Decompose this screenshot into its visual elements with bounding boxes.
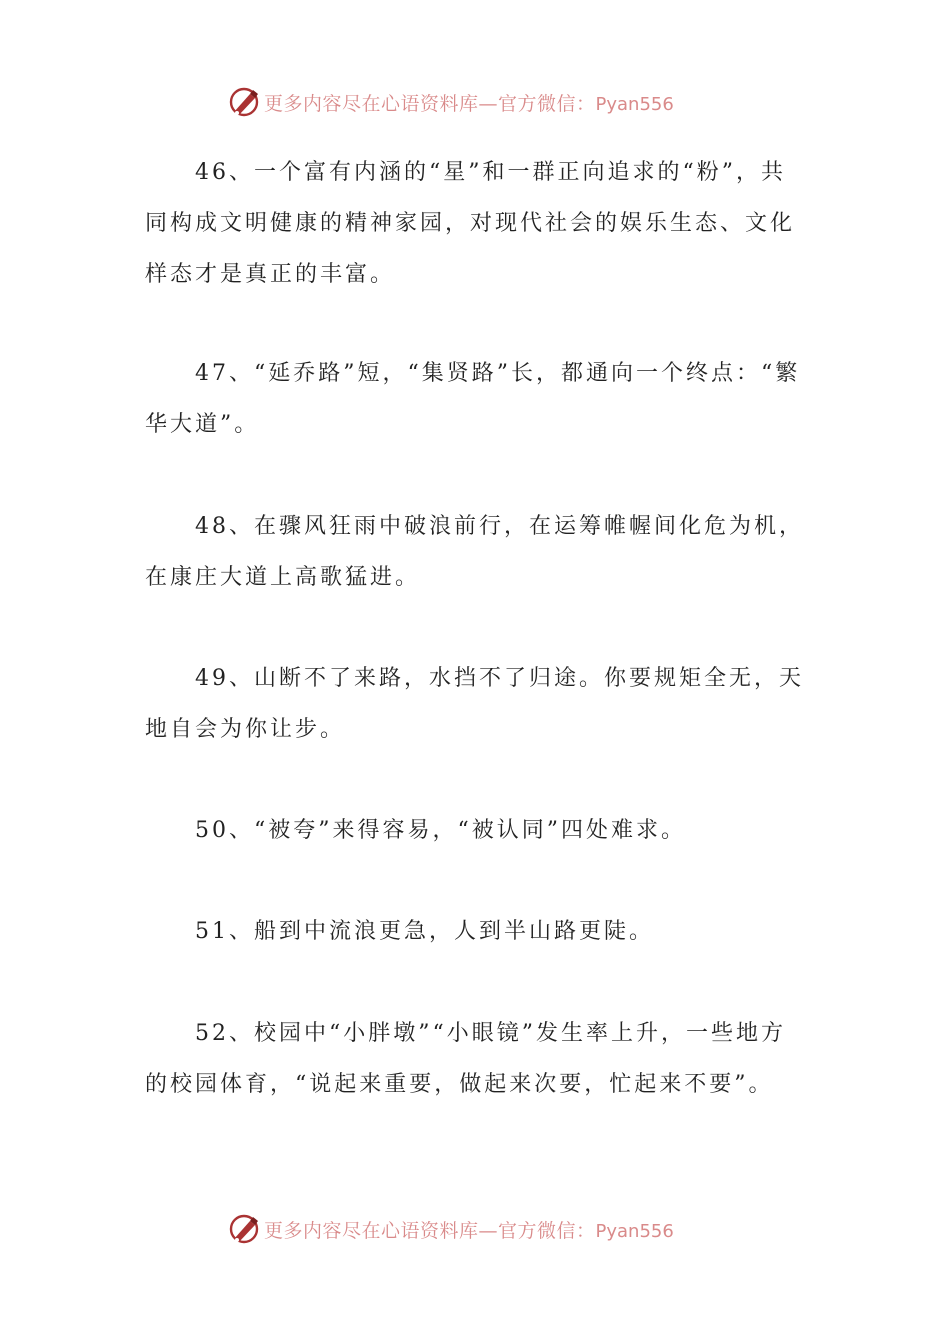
paragraph-46: 46、一个富有内涵的“星”和一群正向追求的“粉”，共同构成文明健康的精神家园，对现代社会的娱乐生态、文化样态才是真正的丰富。	[145, 160, 796, 287]
pen-logo-icon	[228, 86, 262, 118]
footer-wechat-id: Pyan556	[595, 1220, 674, 1242]
paragraph-52: 52、校园中“小胖墩”“小眼镜”发生率上升，一些地方的校园体育，“说起来重要，做起来次要，忙起来不要”。	[145, 1021, 786, 1097]
paragraph-50: 50、“被夸”来得容易，“被认同”四处难求。	[195, 818, 686, 843]
paragraph-51: 51、船到中流浪更急，人到半山路更陡。	[195, 919, 654, 944]
paragraph-47: 47、“延乔路”短，“集贤路”长，都通向一个终点：“繁华大道”。	[145, 361, 801, 437]
header-wechat-id: Pyan556	[595, 93, 674, 115]
paragraph-48: 48、在骤风狂雨中破浪前行，在运筹帷幄间化危为机，在康庄大道上高歌猛进。	[145, 514, 804, 590]
header-banner[interactable]	[228, 86, 674, 118]
footer-banner[interactable]	[228, 1213, 674, 1245]
header-banner-text: 更多内容尽在心语资料库—官方微信：Pyan556	[264, 92, 674, 115]
pen-logo-icon	[228, 1213, 262, 1245]
footer-banner-text: 更多内容尽在心语资料库—官方微信：Pyan556	[264, 1219, 674, 1242]
paragraph-49: 49、山断不了来路，水挡不了归途。你要规矩全无，天地自会为你让步。	[145, 666, 804, 742]
